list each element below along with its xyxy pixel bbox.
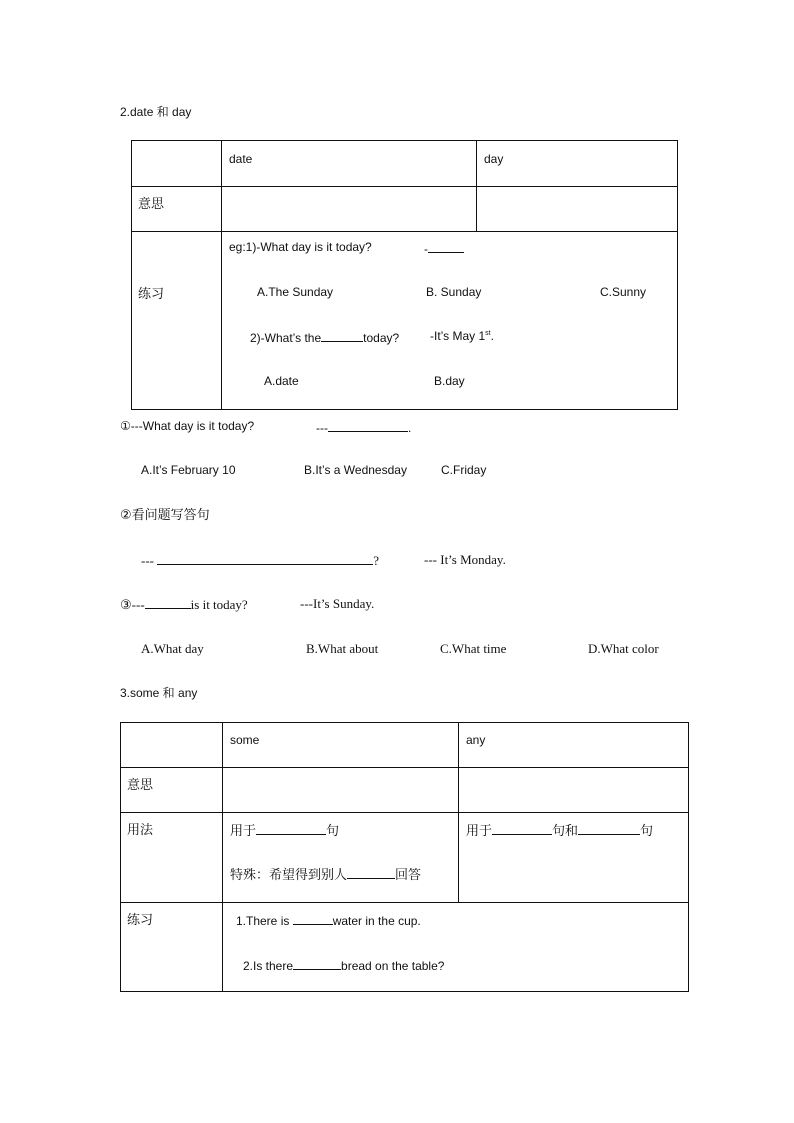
exercise3-option-d: D.What color	[588, 641, 659, 656]
some-meaning-cell[interactable]	[223, 768, 459, 813]
practice-q2-answer: -It’s May 1st.	[430, 329, 494, 343]
exercise2-question: --- ?	[141, 553, 380, 568]
practice-label-cell	[121, 903, 223, 992]
exercise1-option-c: C.Friday	[441, 463, 487, 477]
meaning-label-cell	[132, 187, 222, 232]
exercise2-answer: --- It’s Monday.	[424, 552, 506, 567]
some-header-cell	[223, 723, 459, 768]
practice-q2-option-b: B.day	[434, 374, 465, 388]
answer-blank[interactable]	[256, 823, 326, 835]
some-any-table	[120, 722, 689, 992]
answer-blank[interactable]	[578, 823, 640, 835]
practice-q2: 2.Is there bread on the table?	[243, 959, 445, 973]
answer-blank[interactable]	[293, 958, 341, 970]
answer-blank[interactable]	[328, 420, 408, 432]
practice-content-cell	[222, 232, 678, 410]
practice-label: 练习	[138, 286, 165, 301]
day-header-cell	[477, 141, 678, 187]
exercise2-instruction: ②看问题写答句	[120, 507, 210, 522]
meaning-label-cell	[121, 768, 223, 813]
practice-q1: eg:1)-What day is it today?	[229, 240, 372, 254]
exercise3-option-a: A.What day	[141, 641, 204, 656]
practice-q2: 2)-What’s the today?	[250, 331, 400, 345]
exercise1-option-b: B.It’s a Wednesday	[304, 463, 407, 477]
usage-label: 用法	[127, 822, 154, 837]
section3-heading: 3.some 和 any	[120, 686, 198, 700]
date-day-table	[131, 140, 678, 410]
some-header: some	[230, 733, 260, 747]
some-usage: 用于 句	[230, 823, 340, 838]
date-header-cell	[222, 141, 477, 187]
answer-blank[interactable]	[293, 913, 333, 925]
practice-q1-answer: -	[424, 241, 464, 255]
practice-q2-option-a: A.date	[264, 374, 299, 388]
answer-blank[interactable]	[145, 597, 191, 609]
practice-q1: 1.There is water in the cup.	[236, 914, 421, 928]
practice-q1-option-a: A.The Sunday	[257, 285, 334, 299]
practice-content-cell	[223, 903, 689, 992]
answer-blank[interactable]	[347, 867, 395, 879]
date-header: date	[229, 152, 253, 166]
meaning-label: 意思	[138, 196, 165, 211]
meaning-label: 意思	[127, 777, 154, 792]
any-header-cell	[459, 723, 689, 768]
some-usage-cell	[223, 813, 459, 903]
date-meaning-cell[interactable]	[222, 187, 477, 232]
exercise3-option-b: B.What about	[306, 641, 379, 656]
exercise3-answer: ---It’s Sunday.	[300, 596, 375, 611]
some-special: 特殊：希望得到别人 回答	[230, 867, 422, 882]
section2-heading: 2.date 和 day	[120, 105, 192, 119]
practice-q1-option-c: C.Sunny	[600, 285, 647, 299]
answer-blank[interactable]	[428, 241, 464, 253]
exercise3-question: ③--- is it today?	[120, 597, 248, 612]
practice-q1-option-b: B. Sunday	[426, 285, 482, 299]
empty-header-cell	[121, 723, 223, 768]
empty-header-cell	[132, 141, 222, 187]
day-header: day	[484, 152, 504, 166]
exercise1-question: ①---What day is it today?	[120, 419, 255, 433]
exercise1-answer: --- .	[316, 421, 412, 435]
answer-blank[interactable]	[492, 823, 552, 835]
day-meaning-cell[interactable]	[477, 187, 678, 232]
exercise1-option-a: A.It’s February 10	[141, 463, 236, 477]
practice-label-cell	[132, 232, 222, 410]
any-usage-cell	[459, 813, 689, 903]
exercise3-option-c: C.What time	[440, 641, 507, 656]
answer-blank[interactable]	[321, 330, 363, 342]
any-usage: 用于 句和 句	[466, 823, 654, 838]
usage-label-cell	[121, 813, 223, 903]
answer-blank[interactable]	[157, 553, 373, 565]
any-header: any	[466, 733, 486, 747]
any-meaning-cell[interactable]	[459, 768, 689, 813]
practice-label: 练习	[127, 912, 154, 927]
